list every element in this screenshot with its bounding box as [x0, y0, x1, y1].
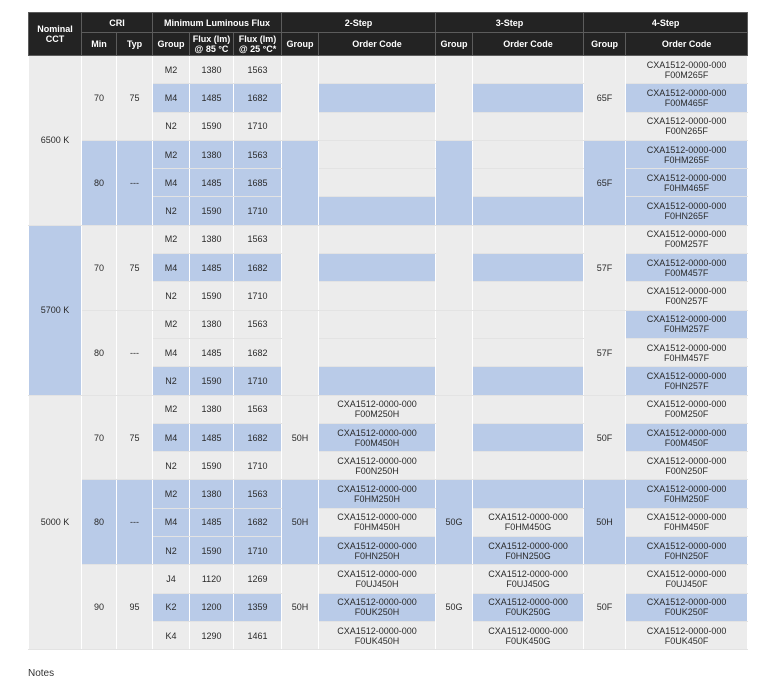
step3-group-cell	[436, 225, 473, 310]
step3-group-cell: 50G	[436, 565, 473, 650]
cri-typ-cell: ---	[117, 310, 153, 395]
step3-order-code: CXA1512-0000-000F0UJ450G	[488, 568, 568, 589]
step2-order-code-cell	[319, 508, 436, 536]
step3-order-code-cell	[473, 395, 584, 423]
step4-order-code-cell	[626, 254, 748, 282]
step3-order-code-cell	[473, 254, 584, 282]
step3-order-code-cell	[473, 537, 584, 565]
cri-min-cell: 90	[82, 565, 117, 650]
step4-order-code-cell	[626, 56, 748, 84]
flux-85c-cell: 1485	[190, 84, 234, 112]
flux-group-cell: M4	[153, 254, 190, 282]
step3-group-cell	[436, 310, 473, 395]
step4-order-code-cell	[626, 225, 748, 253]
step4-order-code-cell	[626, 84, 748, 112]
flux-85c-cell: 1290	[190, 621, 234, 649]
col-header-cri: CRI	[82, 13, 153, 33]
step4-order-code-cell	[626, 480, 748, 508]
step3-order-code-cell	[473, 225, 584, 253]
step4-order-code: CXA1512-0000-000F00M250F	[646, 399, 727, 420]
cri-typ-cell: ---	[117, 480, 153, 565]
cri-typ-cell: 75	[117, 395, 153, 480]
flux-85c-cell: 1120	[190, 565, 234, 593]
flux-group-cell: M2	[153, 56, 190, 84]
step4-order-code: CXA1512-0000-000F0UJ450F	[646, 568, 727, 589]
step3-order-code-cell	[473, 338, 584, 366]
step4-group-cell: 65F	[584, 56, 626, 141]
step3-order-code: CXA1512-0000-000F0UK450G	[488, 625, 568, 646]
step3-group-cell	[436, 56, 473, 141]
flux-85c-cell: 1380	[190, 140, 234, 168]
flux-group-cell: M4	[153, 423, 190, 451]
col-header-3-step-order-code: Order Code	[473, 33, 584, 56]
step4-order-code-cell	[626, 621, 748, 649]
step2-order-code: CXA1512-0000-000F0HM250H	[337, 484, 417, 505]
step4-group-cell: 50F	[584, 395, 626, 480]
step4-order-code-cell	[626, 565, 748, 593]
cct-cell: 6500 K	[29, 56, 82, 226]
flux-25c-cell: 1682	[234, 84, 282, 112]
step3-order-code-cell	[473, 367, 584, 395]
step2-order-code-cell	[319, 84, 436, 112]
flux-85c-cell: 1590	[190, 452, 234, 480]
cri-min-cell: 80	[82, 140, 117, 225]
flux-group-cell: K2	[153, 593, 190, 621]
step4-order-code: CXA1512-0000-000F0HM250F	[646, 484, 727, 505]
cri-min-cell: 70	[82, 56, 117, 141]
cri-typ-cell: 75	[117, 225, 153, 310]
table-row	[29, 225, 748, 253]
step2-order-code-cell	[319, 452, 436, 480]
table-row	[29, 565, 748, 593]
table-row	[29, 310, 748, 338]
step4-order-code: CXA1512-0000-000F00M465F	[646, 87, 727, 108]
step2-order-code-cell	[319, 169, 436, 197]
order-code-table	[28, 12, 748, 650]
flux-85c-cell: 1485	[190, 254, 234, 282]
step2-order-code-cell	[319, 367, 436, 395]
step4-order-code-cell	[626, 112, 748, 140]
step4-order-code-cell	[626, 310, 748, 338]
flux-25c-cell: 1710	[234, 282, 282, 310]
step2-order-code: CXA1512-0000-000F00M250H	[337, 399, 417, 420]
step2-order-code: CXA1512-0000-000F0UJ450H	[337, 568, 417, 589]
flux-25c-cell: 1563	[234, 310, 282, 338]
step4-order-code-cell	[626, 140, 748, 168]
step4-order-code: CXA1512-0000-000F0HM457F	[646, 342, 727, 363]
step2-order-code-cell	[319, 621, 436, 649]
step4-group-cell: 50H	[584, 480, 626, 565]
flux-group-cell: M2	[153, 395, 190, 423]
step4-order-code: CXA1512-0000-000F0HM257F	[646, 314, 727, 335]
flux-25c-cell: 1461	[234, 621, 282, 649]
step2-order-code-cell	[319, 537, 436, 565]
step2-order-code-cell	[319, 593, 436, 621]
step3-order-code-cell	[473, 112, 584, 140]
col-header-2-step-order-code: Order Code	[319, 33, 436, 56]
flux-group-cell: M4	[153, 84, 190, 112]
step2-order-code-cell	[319, 565, 436, 593]
step3-order-code-cell	[473, 140, 584, 168]
step4-order-code-cell	[626, 508, 748, 536]
flux-25c-cell: 1710	[234, 367, 282, 395]
col-header-3-step: 3-Step	[436, 13, 584, 33]
step3-order-code-cell	[473, 621, 584, 649]
step2-group-cell	[282, 310, 319, 395]
flux-25c-cell: 1269	[234, 565, 282, 593]
step2-order-code-cell	[319, 254, 436, 282]
step3-order-code-cell	[473, 56, 584, 84]
flux-25c-cell: 1710	[234, 112, 282, 140]
step4-order-code: CXA1512-0000-000F00N257F	[646, 286, 727, 307]
step4-order-code: CXA1512-0000-000F0UK450F	[646, 625, 727, 646]
step2-order-code-cell	[319, 112, 436, 140]
step4-order-code: CXA1512-0000-000F0HN265F	[646, 201, 727, 222]
flux-25c-cell: 1710	[234, 452, 282, 480]
step3-group-cell	[436, 140, 473, 225]
col-header-cri-typ: Typ	[117, 33, 153, 56]
col-header-4-step: 4-Step	[584, 13, 748, 33]
flux-group-cell: M2	[153, 480, 190, 508]
step4-order-code-cell	[626, 367, 748, 395]
step2-order-code: CXA1512-0000-000F0HN250H	[337, 540, 417, 561]
step2-order-code-cell	[319, 338, 436, 366]
step2-order-code: CXA1512-0000-000F00N250H	[337, 455, 417, 476]
flux-85c-cell: 1485	[190, 169, 234, 197]
cri-typ-cell: ---	[117, 140, 153, 225]
col-header-2-step: 2-Step	[282, 13, 436, 33]
col-header-4-step-group: Group	[584, 33, 626, 56]
step2-order-code-cell	[319, 197, 436, 225]
step2-group-cell	[282, 56, 319, 141]
step2-order-code-cell	[319, 480, 436, 508]
flux-group-cell: J4	[153, 565, 190, 593]
cri-typ-cell: 75	[117, 56, 153, 141]
flux-85c-cell: 1590	[190, 197, 234, 225]
step2-order-code-cell	[319, 56, 436, 84]
table-row	[29, 140, 748, 168]
flux-85c-cell: 1485	[190, 423, 234, 451]
flux-group-cell: M4	[153, 508, 190, 536]
step4-order-code-cell	[626, 282, 748, 310]
step4-order-code: CXA1512-0000-000F0HM265F	[646, 144, 727, 165]
flux-25c-cell: 1685	[234, 169, 282, 197]
col-header-flux-85c: Flux (lm) @ 85 °C	[190, 33, 234, 56]
step3-order-code-cell	[473, 565, 584, 593]
flux-25c-cell: 1682	[234, 338, 282, 366]
flux-25c-cell: 1563	[234, 225, 282, 253]
flux-25c-cell: 1710	[234, 197, 282, 225]
col-header-flux-25c: Flux (lm) @ 25 °C*	[234, 33, 282, 56]
col-header-3-step-group: Group	[436, 33, 473, 56]
step2-order-code-cell	[319, 225, 436, 253]
flux-25c-cell: 1359	[234, 593, 282, 621]
flux-group-cell: M4	[153, 338, 190, 366]
step2-order-code-cell	[319, 310, 436, 338]
step4-order-code-cell	[626, 395, 748, 423]
flux-group-cell: N2	[153, 452, 190, 480]
step3-order-code-cell	[473, 480, 584, 508]
step2-order-code-cell	[319, 140, 436, 168]
step2-order-code: CXA1512-0000-000F0UK250H	[337, 597, 417, 618]
step3-order-code-cell	[473, 508, 584, 536]
cct-cell: 5000 K	[29, 395, 82, 650]
cri-min-cell: 80	[82, 480, 117, 565]
flux-group-cell: N2	[153, 367, 190, 395]
flux-group-cell: N2	[153, 537, 190, 565]
flux-85c-cell: 1590	[190, 367, 234, 395]
step2-group-cell	[282, 225, 319, 310]
step3-order-code-cell	[473, 84, 584, 112]
step4-order-code: CXA1512-0000-000F00N250F	[646, 455, 727, 476]
flux-group-cell: M2	[153, 140, 190, 168]
col-header-4-step-order-code: Order Code	[626, 33, 748, 56]
flux-85c-cell: 1380	[190, 225, 234, 253]
cct-cell: 5700 K	[29, 225, 82, 395]
step3-order-code: CXA1512-0000-000F0HN250G	[488, 540, 568, 561]
col-header-2-step-group: Group	[282, 33, 319, 56]
step4-group-cell: 65F	[584, 140, 626, 225]
flux-25c-cell: 1563	[234, 395, 282, 423]
step2-group-cell: 50H	[282, 395, 319, 480]
step3-order-code-cell	[473, 452, 584, 480]
flux-25c-cell: 1682	[234, 254, 282, 282]
step2-group-cell: 50H	[282, 480, 319, 565]
cri-typ-cell: 95	[117, 565, 153, 650]
flux-85c-cell: 1380	[190, 480, 234, 508]
step4-order-code: CXA1512-0000-000F0HM465F	[646, 172, 727, 193]
step3-order-code-cell	[473, 593, 584, 621]
cri-min-cell: 70	[82, 395, 117, 480]
table-row	[29, 56, 748, 84]
step4-order-code: CXA1512-0000-000F0HN257F	[646, 370, 727, 391]
step2-order-code: CXA1512-0000-000F00M450H	[337, 427, 417, 448]
step4-group-cell: 50F	[584, 565, 626, 650]
flux-25c-cell: 1563	[234, 140, 282, 168]
step3-group-cell	[436, 395, 473, 480]
flux-25c-cell: 1563	[234, 56, 282, 84]
flux-25c-cell: 1682	[234, 423, 282, 451]
step4-order-code-cell	[626, 452, 748, 480]
flux-group-cell: M2	[153, 225, 190, 253]
flux-85c-cell: 1485	[190, 508, 234, 536]
step4-order-code-cell	[626, 169, 748, 197]
step4-order-code-cell	[626, 197, 748, 225]
step4-order-code: CXA1512-0000-000F0HM450F	[646, 512, 727, 533]
step4-order-code: CXA1512-0000-000F0HN250F	[646, 540, 727, 561]
step3-group-cell: 50G	[436, 480, 473, 565]
step3-order-code-cell	[473, 197, 584, 225]
step2-group-cell	[282, 140, 319, 225]
flux-group-cell: N2	[153, 282, 190, 310]
flux-group-cell: N2	[153, 197, 190, 225]
col-header-flux-group: Group	[153, 33, 190, 56]
step4-group-cell: 57F	[584, 225, 626, 310]
step2-order-code: CXA1512-0000-000F0UK450H	[337, 625, 417, 646]
step2-order-code-cell	[319, 282, 436, 310]
flux-85c-cell: 1200	[190, 593, 234, 621]
table-row	[29, 480, 748, 508]
step4-order-code-cell	[626, 593, 748, 621]
flux-85c-cell: 1380	[190, 56, 234, 84]
step4-order-code-cell	[626, 423, 748, 451]
step3-order-code: CXA1512-0000-000F0UK250G	[488, 597, 568, 618]
cri-min-cell: 80	[82, 310, 117, 395]
step4-order-code: CXA1512-0000-000F0UK250F	[646, 597, 727, 618]
step3-order-code-cell	[473, 282, 584, 310]
flux-85c-cell: 1590	[190, 537, 234, 565]
flux-85c-cell: 1485	[190, 338, 234, 366]
cri-min-cell: 70	[82, 225, 117, 310]
step3-order-code-cell	[473, 310, 584, 338]
step3-order-code-cell	[473, 423, 584, 451]
step4-group-cell: 57F	[584, 310, 626, 395]
flux-group-cell: N2	[153, 112, 190, 140]
step2-order-code-cell	[319, 423, 436, 451]
step2-order-code: CXA1512-0000-000F0HM450H	[337, 512, 417, 533]
flux-25c-cell: 1682	[234, 508, 282, 536]
step3-order-code: CXA1512-0000-000F0HM450G	[488, 512, 568, 533]
step4-order-code-cell	[626, 537, 748, 565]
flux-85c-cell: 1590	[190, 112, 234, 140]
step4-order-code: CXA1512-0000-000F00N265F	[646, 116, 727, 137]
flux-85c-cell: 1590	[190, 282, 234, 310]
col-header-cri-min: Min	[82, 33, 117, 56]
step2-group-cell: 50H	[282, 565, 319, 650]
table-row	[29, 395, 748, 423]
notes-label: Notes	[28, 668, 55, 679]
flux-group-cell: K4	[153, 621, 190, 649]
flux-25c-cell: 1710	[234, 537, 282, 565]
step4-order-code: CXA1512-0000-000F00M265F	[646, 59, 727, 80]
flux-85c-cell: 1380	[190, 395, 234, 423]
flux-group-cell: M2	[153, 310, 190, 338]
col-header-nominal-cct: Nominal CCT	[29, 13, 82, 56]
step2-order-code-cell	[319, 395, 436, 423]
step4-order-code: CXA1512-0000-000F00M457F	[646, 257, 727, 278]
flux-25c-cell: 1563	[234, 480, 282, 508]
step4-order-code: CXA1512-0000-000F00M257F	[646, 229, 727, 250]
step4-order-code-cell	[626, 338, 748, 366]
flux-85c-cell: 1380	[190, 310, 234, 338]
flux-group-cell: M4	[153, 169, 190, 197]
step4-order-code: CXA1512-0000-000F00M450F	[646, 427, 727, 448]
col-header-min-flux: Minimum Luminous Flux	[153, 13, 282, 33]
step3-order-code-cell	[473, 169, 584, 197]
